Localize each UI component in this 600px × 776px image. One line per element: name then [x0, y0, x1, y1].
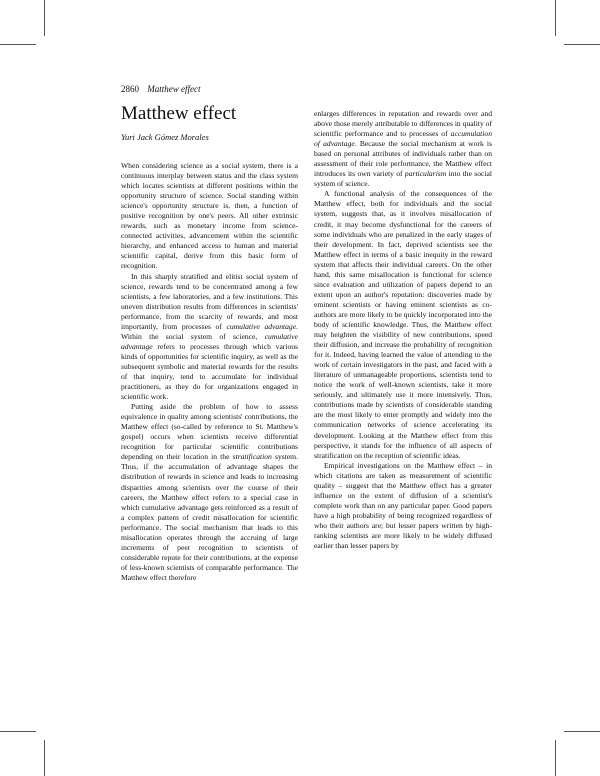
paragraph: Putting aside the problem of how to assess equivalence in quality among scientists' contributions, the Matthew effect (so-called by reference to St. Matthew's gospel) occurs when scientists receive differential recognition for particular scientific contributions depending on their location in the stratification system. Thus, if the accumulation of advantage shapes the distribution of rewards in science and leads to increasing disparities among scientists over the course of their careers, the Matthew effect refers to a special case in which cumulative advantage gets reinforced as a result of a complex pattern of credit misallocation for scientific performance. The social mechanism that leads to this misallocation operates through the accruing of large increments of peer recognition to scientists of considerable repute for their contributions, at the expense of less-known scientists of comparable performance. The Matthew effect therefore	[121, 402, 298, 582]
crop-mark	[564, 731, 600, 732]
article-title: Matthew effect	[121, 103, 237, 124]
crop-mark	[0, 731, 36, 732]
right-column	[314, 109, 492, 551]
paragraph: Empirical investigations on the Matthew effect – in which citations are taken as measurement of scientific quality – suggest that the Matthew effect has a greater influence on the extent of diffusion of a scientist's complete work than on any particular paper. Good papers have a high probability of being recognized regardless of who their authors are; but lesser papers written by high-ranking scientists are more likely to be widely diffused earlier than lesser papers by	[314, 460, 492, 551]
page-number: 2860	[121, 84, 139, 94]
paragraph: enlarges differences in reputation and rewards over and above those merely attributable to differences in quality of scientific performance and to processes of accumulation of advantage. Because the social mechanism at work is based on personal attributes of individuals rather than on assessment of their role performance, the Matthew effect introduces its own variety of particularism into the social system of science.	[314, 109, 493, 189]
crop-mark	[555, 0, 556, 36]
crop-mark	[555, 740, 556, 776]
crop-mark	[44, 740, 45, 776]
crop-mark	[44, 0, 45, 36]
paragraph: In this sharply stratified and elitist social system of science, rewards tend to be concentrated among a few scientists, a few laboratories, and a few institutions. This uneven distribution results from differences in scientists' performance, from the scarcity of rewards, and most importantly, from processes of cumulative advantage. Within the social system of science, cumulative advantage refers to processes through which various kinds of opportunities for scientific inquiry, as well as the subsequent symbolic and material rewards for the results of that inquiry, tend to accumulate for individual practitioners, as they do for organizations engaged in scientific work.	[121, 271, 298, 402]
left-column	[121, 161, 298, 583]
crop-mark	[564, 44, 600, 45]
author-name: Yuri Jack Gómez Morales	[121, 132, 209, 142]
running-head-entry: Matthew effect	[147, 84, 201, 94]
paragraph: When considering science as a social system, there is a continuous interplay between status and the class system which locates scientists at different positions within the opportunity structure of science. Social standing within science's opportunity structure is, then, a function of positive recognition by one's peers. All other extrinsic rewards, such as monetary income from science-connected activities, advancement within the scientific hierarchy, and enhanced access to human and material scientific capital, derive from this basic form of recognition.	[121, 161, 298, 271]
running-head	[121, 84, 200, 94]
paragraph: A functional analysis of the consequences of the Matthew effect, both for individuals and the social system, suggests that, as it involves misallocation of credit, it may become dysfunctional for the careers of some individuals who are penalized in the early stages of their development. In fact, deprived scientists see the Matthew effect in terms of a basic inequity in the reward system that affects their individual careers. On the other hand, this same misallocation is functional for science since evaluation and utilization of papers depend to an extent upon an author's reputation: discoveries made by eminent scientists or having eminent scientists as co-authors are more likely to be quickly incorporated into the body of scientific knowledge. Thus, the Matthew effect may heighten the visibility of new contributions, speed their diffusion, and increase the probability of recognition for it. Indeed, having learned the value of attending to the work of certain investigators in the past, and faced with a literature of unmanageable proportions, scientists tend to notice the work of well-known scientists, take it more seriously, and ultimately use it more intensively. Thus, contributions made by scientists of considerable standing are the most likely to enter promptly and widely into the communication networks of science accelerating its development. Looking at the Matthew effect from this perspective, it stands for the influence of all aspects of stratification on the reception of scientific ideas.	[314, 189, 492, 460]
crop-mark	[0, 44, 36, 45]
